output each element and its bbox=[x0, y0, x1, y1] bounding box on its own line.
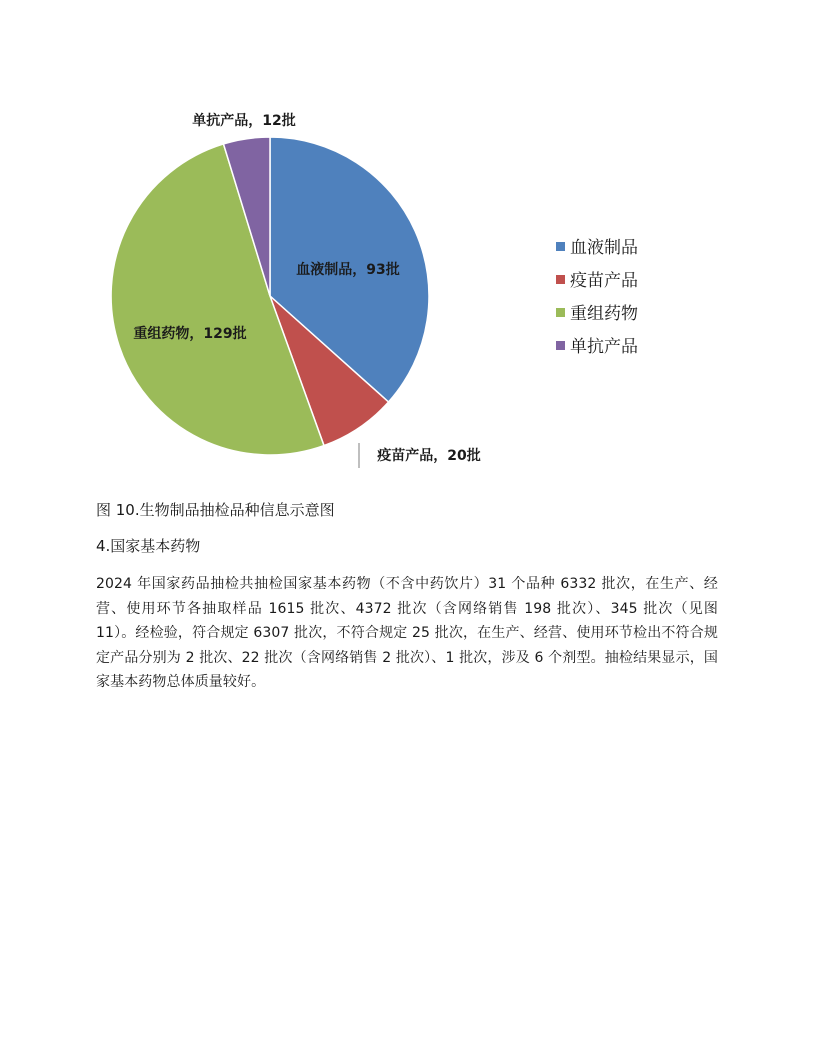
legend-label-3: 重组药物 bbox=[570, 304, 638, 324]
data-label-4: 单抗产品，12批 bbox=[192, 113, 296, 129]
data-label-2: 疫苗产品，20批 bbox=[377, 448, 481, 464]
legend-swatch-2 bbox=[556, 275, 565, 284]
chart-legend bbox=[556, 238, 638, 357]
pie-chart bbox=[0, 0, 816, 500]
legend-swatch-3 bbox=[556, 308, 565, 317]
legend-swatch-1 bbox=[556, 242, 565, 251]
legend-label-2: 疫苗产品 bbox=[570, 271, 638, 291]
legend-label-4: 单抗产品 bbox=[570, 337, 638, 357]
body-paragraph: 2024 年国家药品抽检共抽检国家基本药物（不含中药饮片）31 个品种 6332 批次，在生产、经营、使用环节各抽取样品 1615 批次、4372 批次（含网络销售 198 批次）、345 批次（见图 11）。经检验，符合规定 6307 批次，不符合规定 25 批次，在生产、经营、使用环节检出不符合规定产品分别为 2 批次、22 批次（含网络销售 2 批次）、1 批次，涉及 6 个剂型。抽检结果显示，国家基本药物总体质量较好。 bbox=[96, 576, 718, 690]
data-label-1: 血液制品，93批 bbox=[296, 262, 400, 278]
legend-swatch-4 bbox=[556, 341, 565, 350]
data-label-3: 重组药物，129批 bbox=[133, 326, 247, 342]
section-heading: 4.国家基本药物 bbox=[96, 537, 201, 555]
figure-caption: 图 10.生物制品抽检品种信息示意图 bbox=[96, 501, 335, 519]
legend-label-1: 血液制品 bbox=[570, 238, 638, 258]
pie-slices bbox=[111, 137, 429, 455]
